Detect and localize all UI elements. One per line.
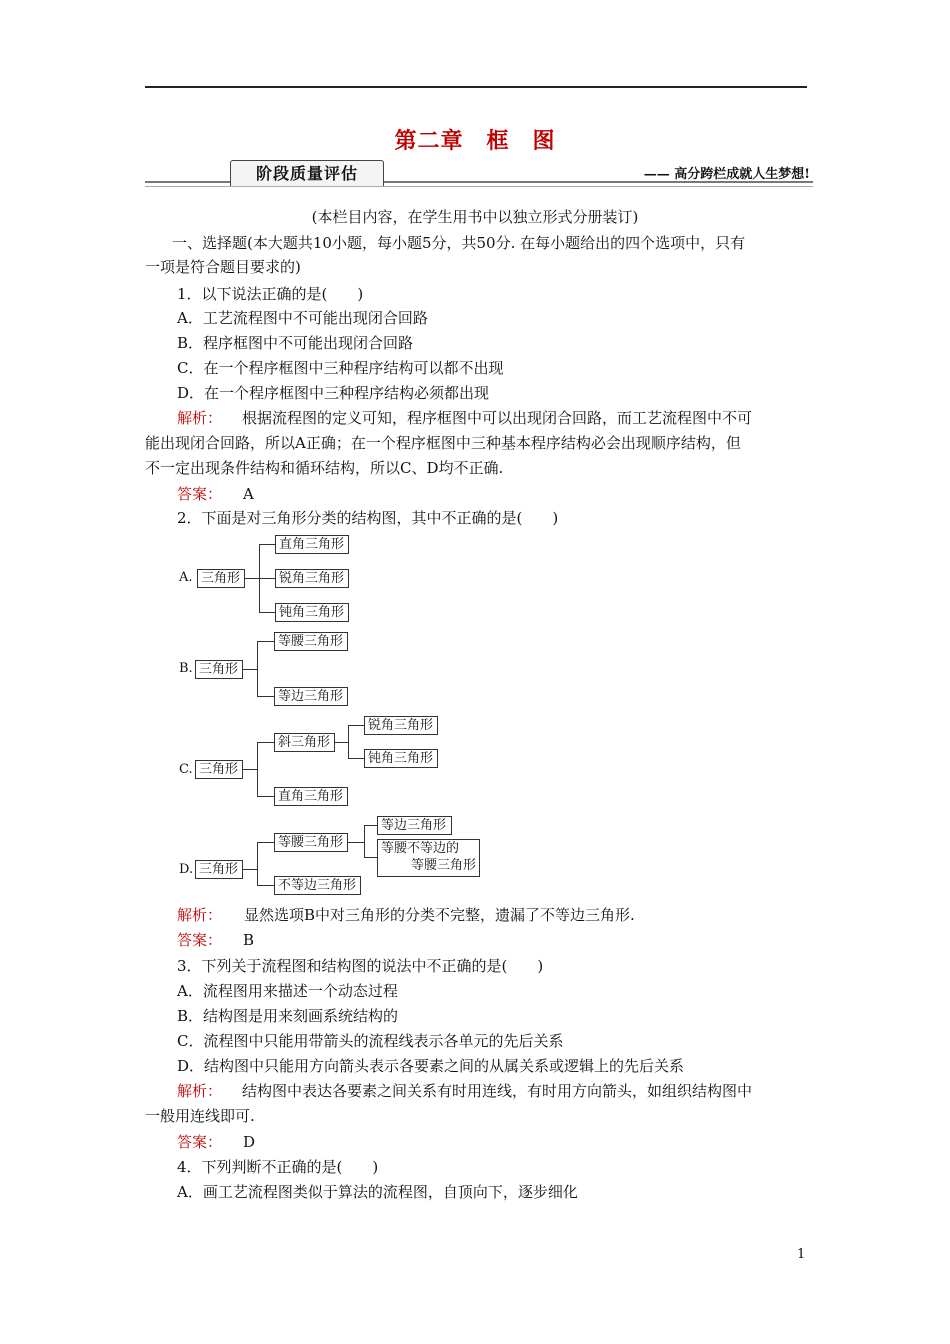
banner-slogan: —— 高分跨栏成就人生梦想! bbox=[643, 167, 810, 182]
diagram-d-child-2: 不等边三角形 bbox=[274, 876, 361, 895]
q4-stem: 4．下列判断不正确的是( ) bbox=[177, 1158, 379, 1176]
banner-rule-thin bbox=[145, 186, 813, 187]
diagram-b-child-1: 等腰三角形 bbox=[274, 632, 348, 651]
diagram-c-connector bbox=[335, 742, 348, 743]
diagram-d-connector bbox=[364, 825, 377, 826]
chapter-title: 第二章 框 图 bbox=[394, 128, 556, 154]
diagram-b-child-2: 等边三角形 bbox=[274, 687, 348, 706]
diagram-c-child-2: 直角三角形 bbox=[274, 787, 348, 806]
diagram-d-child-1: 等腰三角形 bbox=[274, 833, 348, 852]
q1-stem: 1．以下说法正确的是( ) bbox=[177, 285, 364, 303]
diagram-b-connector bbox=[243, 669, 257, 670]
diagram-b-label: B. bbox=[179, 661, 193, 676]
q1-analysis-line2: 能出现闭合回路，所以A正确；在一个程序框图中三种基本程序结构必会出现顺序结构，但 bbox=[145, 434, 741, 452]
q3-option-a: A．流程图用来描述一个动态过程 bbox=[177, 982, 398, 1000]
diagram-d-grandchild-2-line1: 等腰不等边的 bbox=[381, 841, 460, 856]
q3-answer: D bbox=[243, 1133, 256, 1151]
q2-analysis-line1: 显然选项B中对三角形的分类不完整，遗漏了不等边三角形. bbox=[244, 906, 635, 924]
page-number: 1 bbox=[797, 1247, 806, 1262]
diagram-d-grandchild-2-line2: 等腰三角形 bbox=[411, 858, 477, 873]
diagram-c-child-1: 斜三角形 bbox=[274, 733, 335, 752]
q1-analysis-label: 解析： bbox=[177, 409, 223, 427]
q3-answer-label: 答案： bbox=[177, 1133, 223, 1151]
banner-tab: 阶段质量评估 bbox=[230, 160, 384, 186]
diagram-a-root: 三角形 bbox=[197, 569, 245, 588]
binding-note: (本栏目内容，在学生用书中以独立形式分册装订) bbox=[311, 208, 639, 226]
q1-option-a: A．工艺流程图中不可能出现闭合回路 bbox=[177, 309, 428, 327]
diagram-c-branch bbox=[257, 742, 258, 797]
diagram-a-label: A. bbox=[179, 570, 193, 585]
diagram-a-child-3: 钝角三角形 bbox=[275, 603, 349, 622]
q2-stem: 2．下面是对三角形分类的结构图，其中不正确的是( ) bbox=[177, 509, 559, 527]
q3-option-c: C．流程图中只能用带箭头的流程线表示各单元的先后关系 bbox=[177, 1032, 564, 1050]
section-heading-line1: 一、选择题(本大题共10小题，每小题5分，共50分. 在每小题给出的四个选项中，只有 bbox=[172, 234, 746, 252]
diagram-a-child-2: 锐角三角形 bbox=[275, 569, 349, 588]
q3-analysis-line1: 结构图中表达各要素之间关系有时用连线，有时用方向箭头，如组织结构图中 bbox=[242, 1082, 753, 1100]
q1-option-d: D．在一个程序框图中三种程序结构必须都出现 bbox=[177, 384, 490, 402]
q1-option-b: B．程序框图中不可能出现闭合回路 bbox=[177, 334, 414, 352]
diagram-d-grandchild-2 bbox=[377, 839, 480, 877]
diagram-a-connector bbox=[259, 578, 275, 579]
q2-answer-label: 答案： bbox=[177, 931, 223, 949]
diagram-b-connector bbox=[257, 696, 274, 697]
diagram-a-child-1: 直角三角形 bbox=[275, 535, 349, 554]
diagram-d-connector bbox=[257, 842, 274, 843]
diagram-a-connector bbox=[259, 544, 275, 545]
q3-option-d: D．结构图中只能用方向箭头表示各要素之间的从属关系或逻辑上的先后关系 bbox=[177, 1057, 685, 1075]
diagram-c-grandchild-2: 钝角三角形 bbox=[364, 749, 438, 768]
q1-option-c: C．在一个程序框图中三种程序结构可以都不出现 bbox=[177, 359, 504, 377]
diagram-c-connector bbox=[348, 725, 364, 726]
q1-analysis-line3: 不一定出现条件结构和循环结构，所以C、D均不正确. bbox=[145, 459, 504, 477]
q3-stem: 3．下列关于流程图和结构图的说法中不正确的是( ) bbox=[177, 957, 544, 975]
diagram-d-connector bbox=[243, 869, 257, 870]
header-rule bbox=[145, 86, 807, 88]
section-heading-line2: 一项是符合题目要求的) bbox=[145, 258, 301, 276]
diagram-c-connector bbox=[243, 769, 257, 770]
diagram-d-label: D. bbox=[179, 862, 194, 877]
diagram-d-grandchild-1: 等边三角形 bbox=[377, 816, 452, 835]
q2-analysis-label: 解析： bbox=[177, 906, 223, 924]
diagram-c-connector bbox=[348, 758, 364, 759]
diagram-d-root: 三角形 bbox=[195, 860, 243, 879]
diagram-d-branch bbox=[364, 825, 365, 858]
q1-answer: A bbox=[243, 485, 254, 503]
diagram-d-connector bbox=[364, 857, 377, 858]
diagram-b-connector bbox=[257, 641, 274, 642]
diagram-d-branch bbox=[257, 842, 258, 886]
q3-analysis-line2: 一般用连线即可. bbox=[145, 1107, 255, 1125]
q3-option-b: B．结构图是用来刻画系统结构的 bbox=[177, 1007, 399, 1025]
diagram-a-connector bbox=[245, 578, 259, 579]
diagram-d-connector bbox=[348, 842, 364, 843]
diagram-c-root: 三角形 bbox=[195, 760, 243, 779]
diagram-c-connector bbox=[257, 742, 274, 743]
q3-analysis-label: 解析： bbox=[177, 1082, 223, 1100]
diagram-d-connector bbox=[257, 885, 274, 886]
q1-analysis-line1: 根据流程图的定义可知，程序框图中可以出现闭合回路，而工艺流程图中不可 bbox=[242, 409, 753, 427]
diagram-c-label: C. bbox=[179, 762, 193, 777]
diagram-b-root: 三角形 bbox=[195, 660, 243, 679]
q4-option-a: A．画工艺流程图类似于算法的流程图，自顶向下，逐步细化 bbox=[177, 1183, 578, 1201]
diagram-a-connector bbox=[259, 612, 275, 613]
diagram-b-branch bbox=[257, 641, 258, 697]
diagram-c-connector bbox=[257, 796, 274, 797]
q2-answer: B bbox=[243, 931, 255, 949]
diagram-c-branch bbox=[348, 725, 349, 759]
q1-answer-label: 答案： bbox=[177, 485, 223, 503]
diagram-c-grandchild-1: 锐角三角形 bbox=[364, 716, 438, 735]
